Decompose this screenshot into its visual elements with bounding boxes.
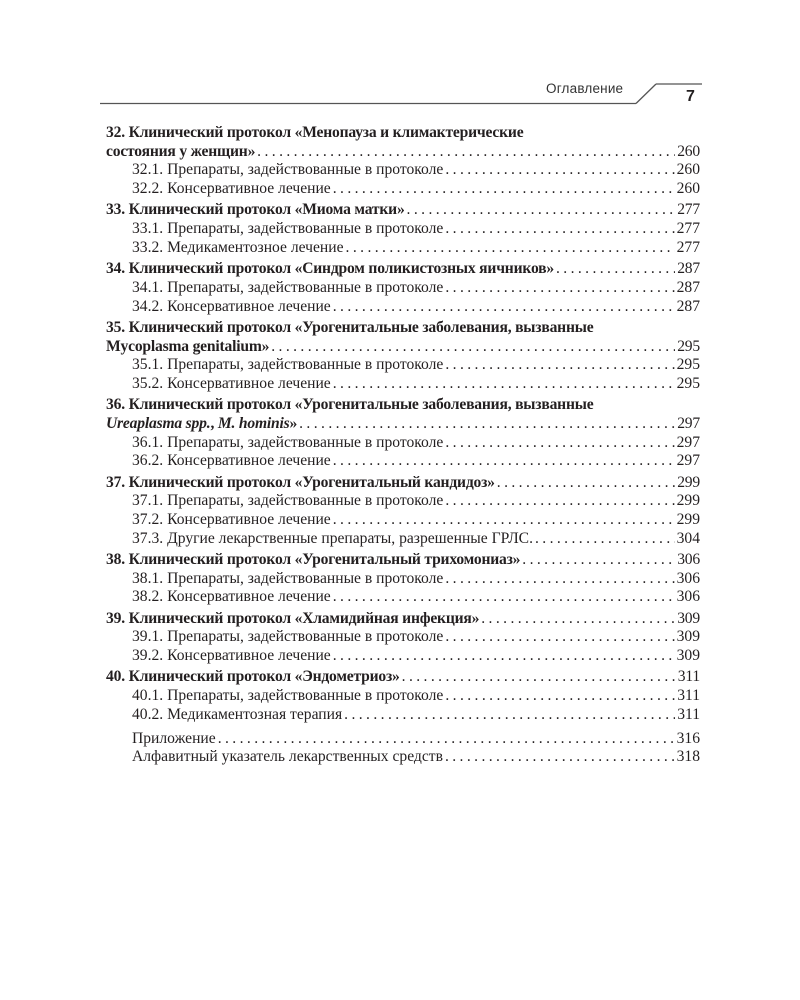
toc-page-number: 306 bbox=[676, 569, 700, 587]
dot-leader bbox=[522, 551, 675, 570]
toc-entry-title: 37.1. Препараты, задействованные в протоколе bbox=[132, 492, 444, 510]
toc-subsection-entry[interactable] bbox=[106, 628, 700, 647]
toc-entry-title: 33.2. Медикаментозное лечение bbox=[132, 238, 344, 256]
dot-leader bbox=[445, 570, 674, 589]
toc-chapter-entry[interactable] bbox=[106, 396, 700, 415]
toc-page-number: 277 bbox=[676, 220, 700, 238]
toc-entry-title: 36.1. Препараты, задействованные в протоколе bbox=[132, 433, 444, 451]
toc-entry-title bbox=[106, 201, 405, 220]
toc-chapter-entry[interactable] bbox=[106, 668, 700, 687]
dot-leader bbox=[333, 180, 675, 199]
title-segment: 33. Клинический протокол «Миома матки» bbox=[106, 201, 405, 219]
toc-chapter-group bbox=[106, 474, 700, 549]
toc-chapter-entry[interactable] bbox=[106, 319, 700, 338]
toc-page-number: 299 bbox=[676, 492, 700, 510]
toc-entry-title bbox=[106, 396, 593, 415]
toc-subsection-entry[interactable] bbox=[106, 279, 700, 298]
dot-leader bbox=[333, 511, 675, 530]
dot-leader bbox=[535, 530, 675, 549]
toc-subsection-entry[interactable] bbox=[106, 434, 700, 453]
page-number: 7 bbox=[686, 88, 695, 105]
dot-leader bbox=[333, 452, 675, 471]
toc-chapter-group bbox=[106, 551, 700, 607]
toc-page-number: 287 bbox=[677, 260, 700, 278]
toc-entry-title bbox=[106, 474, 495, 493]
title-segment: » bbox=[289, 414, 298, 432]
toc-subsection-entry[interactable] bbox=[106, 180, 700, 199]
dot-leader bbox=[402, 668, 676, 687]
toc-page-number: 299 bbox=[677, 473, 700, 491]
toc-entry-title bbox=[106, 551, 520, 570]
toc-subsection-entry[interactable] bbox=[106, 220, 700, 239]
toc-page-number: 311 bbox=[677, 668, 700, 686]
dot-leader bbox=[333, 375, 675, 394]
toc-entry-title: 32.2. Консервативное лечение bbox=[132, 180, 331, 198]
toc-page-number: 309 bbox=[676, 647, 700, 665]
dot-leader bbox=[445, 492, 674, 511]
toc-chapter-group bbox=[106, 396, 700, 471]
toc-page-number: 299 bbox=[676, 511, 700, 529]
toc-page-number: 306 bbox=[677, 551, 700, 569]
toc-page-number: 318 bbox=[676, 748, 700, 766]
toc-page-number: 295 bbox=[677, 337, 700, 355]
table-of-contents bbox=[106, 124, 700, 770]
toc-entry-title: 40.2. Медикаментозная терапия bbox=[132, 705, 343, 723]
toc-page-number: 260 bbox=[676, 180, 700, 198]
toc-subsection-entry[interactable] bbox=[106, 356, 700, 375]
toc-chapter-group bbox=[106, 668, 700, 724]
title-segment: 36. Клинический протокол «Урогенитальные заболевания, вызванные bbox=[106, 396, 594, 414]
toc-appendix-group bbox=[106, 730, 700, 767]
toc-page-number: 260 bbox=[676, 161, 700, 179]
dot-leader bbox=[218, 730, 675, 749]
toc-subsection-entry[interactable] bbox=[106, 748, 700, 767]
toc-subsection-entry[interactable] bbox=[106, 647, 700, 666]
toc-entry-title bbox=[106, 143, 255, 162]
toc-page-number: 297 bbox=[676, 433, 700, 451]
title-segment: , bbox=[210, 414, 218, 432]
title-segment: M. hominis bbox=[217, 414, 290, 432]
toc-subsection-entry[interactable] bbox=[106, 492, 700, 511]
title-segment: 37. Клинический протокол «Урогенитальный кандидоз» bbox=[106, 473, 495, 491]
dot-leader bbox=[271, 338, 675, 357]
toc-subsection-entry[interactable] bbox=[106, 706, 700, 725]
toc-subsection-entry[interactable] bbox=[106, 730, 700, 749]
toc-entry-title: 36.2. Консервативное лечение bbox=[132, 452, 331, 470]
toc-entry-title: 38.1. Препараты, задействованные в протоколе bbox=[132, 569, 444, 587]
toc-subsection-entry[interactable] bbox=[106, 511, 700, 530]
dot-leader bbox=[333, 588, 675, 607]
dot-leader bbox=[445, 356, 674, 375]
title-segment: 34. Клинический протокол «Синдром поликистозных яичников» bbox=[106, 260, 554, 278]
toc-entry-title: 39.2. Консервативное лечение bbox=[132, 647, 331, 665]
toc-chapter-entry[interactable] bbox=[106, 610, 700, 629]
toc-chapter-group bbox=[106, 124, 700, 199]
dot-leader bbox=[445, 279, 674, 298]
toc-page-number: 309 bbox=[676, 628, 700, 646]
dot-leader bbox=[299, 415, 675, 434]
toc-subsection-entry[interactable] bbox=[106, 687, 700, 706]
toc-chapter-entry[interactable] bbox=[106, 260, 700, 279]
running-header-title: Оглавление bbox=[546, 81, 624, 96]
running-header-rule bbox=[0, 0, 800, 120]
toc-page-number: 311 bbox=[677, 705, 700, 723]
toc-page-number: 260 bbox=[677, 142, 700, 160]
toc-entry-title: 35.1. Препараты, задействованные в протоколе bbox=[132, 356, 444, 374]
toc-page-number: 316 bbox=[676, 729, 700, 747]
toc-entry-title bbox=[106, 124, 523, 143]
toc-entry-title: 33.1. Препараты, задействованные в протоколе bbox=[132, 220, 444, 238]
toc-page-number: 295 bbox=[676, 374, 700, 392]
dot-leader bbox=[445, 687, 675, 706]
title-segment: 39. Клинический протокол «Хламидийная инфекция» bbox=[106, 609, 480, 627]
dot-leader bbox=[481, 610, 675, 629]
toc-page-number: 277 bbox=[676, 238, 700, 256]
toc-chapter-group bbox=[106, 260, 700, 316]
toc-entry-title bbox=[106, 610, 479, 629]
dot-leader bbox=[445, 220, 674, 239]
toc-chapter-entry[interactable] bbox=[106, 124, 700, 143]
title-segment: 40. Клинический протокол «Эндометриоз» bbox=[106, 668, 400, 686]
toc-entry-title bbox=[106, 415, 297, 434]
toc-chapter-entry[interactable] bbox=[106, 474, 700, 493]
toc-entry-title: 34.1. Препараты, задействованные в протоколе bbox=[132, 278, 444, 296]
toc-subsection-entry[interactable] bbox=[106, 239, 700, 258]
dot-leader bbox=[497, 474, 675, 493]
title-segment: Ureaplasma spp. bbox=[106, 414, 211, 432]
toc-page-number: 306 bbox=[676, 588, 700, 606]
toc-subsection-entry[interactable] bbox=[106, 161, 700, 180]
title-segment: состояния у женщин» bbox=[106, 142, 256, 160]
toc-entry-title: 32.1. Препараты, задействованные в протоколе bbox=[132, 161, 444, 179]
toc-chapter-entry[interactable] bbox=[106, 143, 700, 162]
dot-leader bbox=[333, 647, 675, 666]
toc-entry-title: 37.3. Другие лекарственные препараты, разрешенные ГРЛС. bbox=[132, 529, 533, 547]
toc-entry-title bbox=[106, 319, 593, 338]
toc-entry-title: 39.1. Препараты, задействованные в протоколе bbox=[132, 628, 444, 646]
dot-leader bbox=[445, 434, 674, 453]
toc-entry-title bbox=[106, 668, 400, 687]
toc-entry-title bbox=[106, 338, 269, 357]
toc-entry-title: Приложение bbox=[132, 729, 216, 747]
toc-chapter-entry[interactable] bbox=[106, 201, 700, 220]
toc-subsection-entry[interactable] bbox=[106, 375, 700, 394]
toc-entry-title: 35.2. Консервативное лечение bbox=[132, 374, 331, 392]
toc-chapter-group bbox=[106, 201, 700, 257]
toc-chapter-entry[interactable] bbox=[106, 338, 700, 357]
toc-page-number: 304 bbox=[676, 529, 700, 547]
toc-subsection-entry[interactable] bbox=[106, 570, 700, 589]
dot-leader bbox=[257, 143, 675, 162]
toc-page-number: 311 bbox=[677, 687, 700, 705]
dot-leader bbox=[407, 201, 676, 220]
toc-page-number: 295 bbox=[676, 356, 700, 374]
toc-entry-title: 37.2. Консервативное лечение bbox=[132, 511, 331, 529]
toc-entry-title: 40.1. Препараты, задействованные в протоколе bbox=[132, 687, 444, 705]
toc-page-number: 287 bbox=[676, 297, 700, 315]
dot-leader bbox=[556, 260, 675, 279]
toc-chapter-group bbox=[106, 319, 700, 394]
toc-subsection-entry[interactable] bbox=[106, 452, 700, 471]
toc-entry-title: Алфавитный указатель лекарственных средств bbox=[132, 748, 443, 766]
dot-leader bbox=[344, 706, 675, 725]
dot-leader bbox=[445, 161, 674, 180]
toc-page-number: 297 bbox=[677, 414, 700, 432]
toc-entry-title: 34.2. Консервативное лечение bbox=[132, 297, 331, 315]
toc-page-number: 297 bbox=[676, 452, 700, 470]
title-segment: Mycoplasma genitalium» bbox=[106, 337, 270, 355]
title-segment: 32. Клинический протокол «Менопауза и климактерические bbox=[106, 124, 524, 141]
toc-chapter-group bbox=[106, 610, 700, 666]
toc-chapter-entry[interactable] bbox=[106, 415, 700, 434]
title-segment: 35. Клинический протокол «Урогенитальные заболевания, вызванные bbox=[106, 318, 594, 336]
dot-leader bbox=[346, 239, 675, 258]
dot-leader bbox=[333, 298, 675, 317]
toc-subsection-entry[interactable] bbox=[106, 530, 700, 549]
toc-page-number: 309 bbox=[677, 609, 700, 627]
toc-page-number: 287 bbox=[676, 278, 700, 296]
dot-leader bbox=[445, 748, 675, 767]
toc-page-number: 277 bbox=[677, 201, 700, 219]
title-segment: 38. Клинический протокол «Урогенитальный трихомониаз» bbox=[106, 551, 521, 569]
toc-subsection-entry[interactable] bbox=[106, 298, 700, 317]
toc-chapter-entry[interactable] bbox=[106, 551, 700, 570]
dot-leader bbox=[445, 628, 674, 647]
toc-subsection-entry[interactable] bbox=[106, 588, 700, 607]
toc-entry-title: 38.2. Консервативное лечение bbox=[132, 588, 331, 606]
toc-entry-title bbox=[106, 260, 554, 279]
